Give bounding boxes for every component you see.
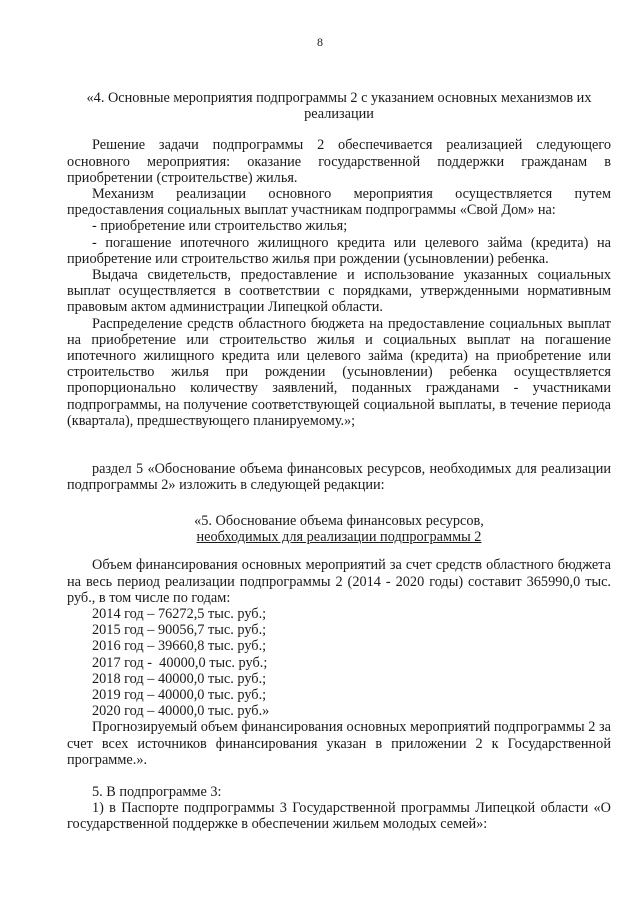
- paragraph: раздел 5 «Обоснование объема финансовых ресурсов, необходимых для реализации подпрограммы 2» изложить в следующей редакции:: [67, 461, 611, 494]
- year-item: 2014 год – 76272,5 тыс. руб.;: [92, 606, 267, 623]
- section-5-title-line2: необходимых для реализации подпрограммы 2: [196, 529, 482, 546]
- year-item: 2016 год – 39660,8 тыс. руб.;: [92, 638, 267, 655]
- paragraph: Выдача свидетельств, предоставление и использование указанных социальных выплат осуществляется в соответствии с порядками, утвержденными нормативным правовым актом администрации Липецкой области.: [67, 267, 611, 316]
- paragraph: Решение задачи подпрограммы 2 обеспечивается реализацией следующего основного мероприятия: оказание государственной поддержки гражданам в приобретении (строительстве) жилья.: [67, 137, 611, 186]
- section-4: [67, 90, 611, 429]
- year-item: 2017 год - 40000,0 тыс. руб.;: [92, 654, 268, 671]
- year-item: 2019 год – 40000,0 тыс. руб.;: [92, 687, 267, 704]
- razdel-5-intro: [67, 461, 611, 493]
- years-list: [67, 606, 611, 719]
- list-item: - приобретение или строительство жилья;: [92, 218, 348, 235]
- year-item: 2015 год – 90056,7 тыс. руб.;: [92, 622, 267, 639]
- paragraph: Распределение средств областного бюджета на предоставление социальных выплат на приобретение или строительство жилья и социальных выплат на погашение ипотечного жилищного кредита или целевого займа (кредита) на приобретение или строительство жилья при рождении (усыновлении) ребенка осуществляется пропорционально количеству заявлений, поданных гражданами - участниками подпрограммы, на получение соответствующей социальной выплаты, в течение периода (квартала), предшествующего планируемому.»;: [67, 315, 611, 429]
- section-5: [67, 513, 611, 833]
- paragraph: Прогнозируемый объем финансирования основных мероприятий подпрограммы 2 за счет всех источников финансирования указан в приложении 2 к Государственной программе.».: [67, 719, 611, 768]
- year-item: 2020 год – 40000,0 тыс. руб.»: [92, 703, 270, 720]
- paragraph: 1) в Паспорте подпрограммы 3 Государственной программы Липецкой области «О государственной поддержке в обеспечении жильем молодых семей»:: [67, 800, 611, 833]
- page-number: 8: [317, 35, 323, 49]
- section-5-title-line1: «5. Обоснование объема финансовых ресурсов,: [194, 513, 484, 529]
- list-item: - погашение ипотечного жилищного кредита или целевого займа (кредита) на приобретение или строительство жилья при рождении (усыновлении) ребенка.: [67, 234, 611, 267]
- year-item: 2018 год – 40000,0 тыс. руб.;: [92, 670, 267, 687]
- paragraph: Механизм реализации основного мероприятия осуществляется путем предоставления социальных выплат участникам подпрограммы «Свой Дом» на:: [67, 186, 611, 219]
- list-item: 5. В подпрограмме 3:: [92, 784, 222, 801]
- section-4-title: «4. Основные мероприятия подпрограммы 2 с указанием основных механизмов их реализации: [86, 90, 592, 123]
- paragraph: Объем финансирования основных мероприятий за счет средств областного бюджета на весь период реализации подпрограммы 2 (2014 - 2020 годы) составит 365990,0 тыс. руб., в том числе по годам:: [67, 557, 611, 606]
